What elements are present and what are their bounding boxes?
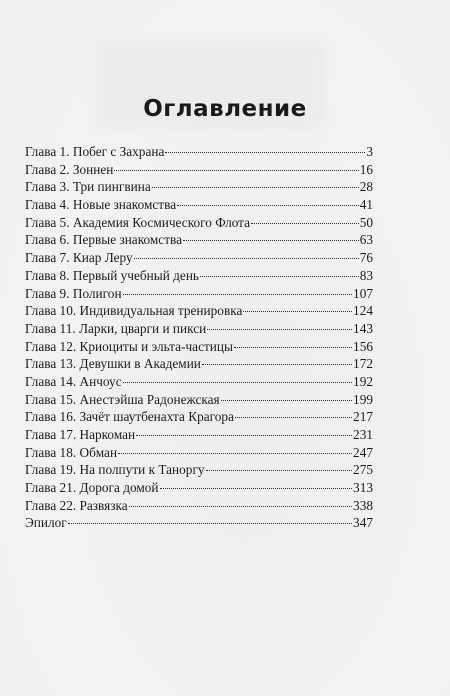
toc-entry-page-number: 156 bbox=[353, 338, 373, 354]
dot-leader bbox=[68, 523, 352, 524]
toc-entry-label: Глава 13. Девушки в Академии bbox=[25, 356, 201, 372]
toc-entry-page-number: 16 bbox=[359, 161, 373, 177]
dot-leader bbox=[123, 382, 352, 383]
dot-leader bbox=[129, 506, 352, 507]
toc-entry-label: Глава 8. Первый учебный день bbox=[25, 267, 199, 283]
toc-entry-page-number: 83 bbox=[359, 267, 373, 283]
table-of-contents bbox=[25, 143, 373, 532]
dot-leader bbox=[234, 347, 352, 348]
toc-entry bbox=[25, 178, 373, 196]
toc-entry-label: Глава 14. Анчоус bbox=[25, 373, 122, 389]
dot-leader bbox=[152, 187, 359, 188]
toc-entry-page-number: 338 bbox=[353, 497, 373, 513]
toc-entry-page-number: 124 bbox=[353, 303, 373, 319]
toc-entry-label: Глава 5. Академия Космического Флота bbox=[25, 214, 251, 230]
toc-entry bbox=[25, 355, 373, 373]
dot-leader bbox=[136, 435, 352, 436]
toc-entry-label: Глава 4. Новые знакомства bbox=[25, 197, 177, 213]
toc-entry bbox=[25, 143, 373, 161]
dot-leader bbox=[221, 400, 352, 401]
dot-leader bbox=[134, 258, 359, 259]
toc-entry-label: Глава 19. На полпути к Таноргу bbox=[25, 462, 205, 478]
toc-entry-page-number: 247 bbox=[353, 444, 373, 460]
toc-entry-page-number: 275 bbox=[353, 462, 373, 478]
toc-entry-label: Глава 1. Побег с Захрана bbox=[25, 144, 165, 159]
dot-leader bbox=[183, 240, 359, 241]
toc-entry-label: Глава 6. Первые знакомства bbox=[25, 232, 183, 248]
toc-entry-page-number: 28 bbox=[359, 179, 373, 195]
toc-entry-label: Глава 2. Зоннен bbox=[25, 161, 114, 177]
toc-entry-page-number: 313 bbox=[353, 480, 373, 496]
toc-entry bbox=[25, 444, 373, 462]
toc-entry-label: Глава 21. Дорога домой bbox=[25, 480, 159, 496]
dot-leader bbox=[165, 152, 365, 153]
toc-entry-label: Глава 7. Киар Леру bbox=[25, 250, 133, 266]
toc-entry-page-number: 107 bbox=[353, 285, 373, 301]
dot-leader bbox=[243, 311, 352, 312]
dot-leader bbox=[160, 488, 353, 489]
toc-entry-label: Глава 15. Анестэйша Радонежская bbox=[25, 391, 220, 407]
toc-entry bbox=[25, 214, 373, 232]
toc-entry-label: Глава 18. Обман bbox=[25, 444, 118, 460]
dot-leader bbox=[123, 294, 352, 295]
toc-entry-page-number: 143 bbox=[353, 320, 373, 336]
toc-entry bbox=[25, 338, 373, 356]
toc-entry bbox=[25, 249, 373, 267]
toc-entry-page-number: 217 bbox=[353, 409, 373, 425]
toc-entry-page-number: 3 bbox=[366, 144, 373, 159]
toc-entry-label: Глава 17. Наркоман bbox=[25, 427, 136, 442]
toc-entry bbox=[25, 320, 373, 338]
toc-entry bbox=[25, 514, 373, 532]
toc-entry-label: Глава 10. Индивидуальная тренировка bbox=[25, 303, 243, 319]
dot-leader bbox=[251, 223, 359, 224]
dot-leader bbox=[207, 329, 352, 330]
toc-entry-page-number: 199 bbox=[353, 391, 373, 407]
toc-entry-page-number: 172 bbox=[353, 356, 373, 372]
toc-entry-label: Глава 3. Три пингвина bbox=[25, 179, 151, 195]
toc-entry-label: Эпилог bbox=[25, 515, 67, 531]
dot-leader bbox=[235, 417, 352, 418]
dot-leader bbox=[200, 276, 359, 277]
toc-entry bbox=[25, 161, 373, 179]
toc-entry-page-number: 192 bbox=[353, 373, 373, 389]
toc-entry bbox=[25, 391, 373, 409]
toc-entry-page-number: 347 bbox=[353, 515, 373, 531]
toc-entry bbox=[25, 302, 373, 320]
toc-entry bbox=[25, 426, 373, 444]
toc-entry-page-number: 76 bbox=[359, 250, 373, 266]
toc-entry bbox=[25, 373, 373, 391]
dot-leader bbox=[114, 170, 358, 171]
toc-entry-label: Глава 22. Развязка bbox=[25, 497, 128, 513]
toc-entry-label: Глава 12. Криоциты и эльта-частицы bbox=[25, 338, 233, 354]
dot-leader bbox=[118, 453, 352, 454]
toc-entry-label: Глава 16. Зачёт шаутбенахта Крагора bbox=[25, 409, 234, 425]
toc-entry-page-number: 50 bbox=[359, 214, 373, 230]
toc-entry bbox=[25, 408, 373, 426]
toc-entry-label: Глава 9. Полигон bbox=[25, 285, 122, 301]
dot-leader bbox=[206, 470, 352, 471]
toc-entry bbox=[25, 285, 373, 303]
toc-entry-page-number: 41 bbox=[359, 197, 373, 213]
toc-entry bbox=[25, 231, 373, 249]
toc-entry bbox=[25, 196, 373, 214]
page-title: Оглавление bbox=[143, 96, 307, 122]
dot-leader bbox=[177, 205, 359, 206]
toc-entry bbox=[25, 497, 373, 515]
toc-entry-page-number: 63 bbox=[359, 232, 373, 248]
toc-entry bbox=[25, 267, 373, 285]
toc-entry-page-number: 231 bbox=[353, 427, 373, 442]
toc-entry-label: Глава 11. Ларки, цварги и пикси bbox=[25, 320, 207, 336]
toc-entry bbox=[25, 479, 373, 497]
dot-leader bbox=[202, 364, 352, 365]
toc-entry bbox=[25, 461, 373, 479]
